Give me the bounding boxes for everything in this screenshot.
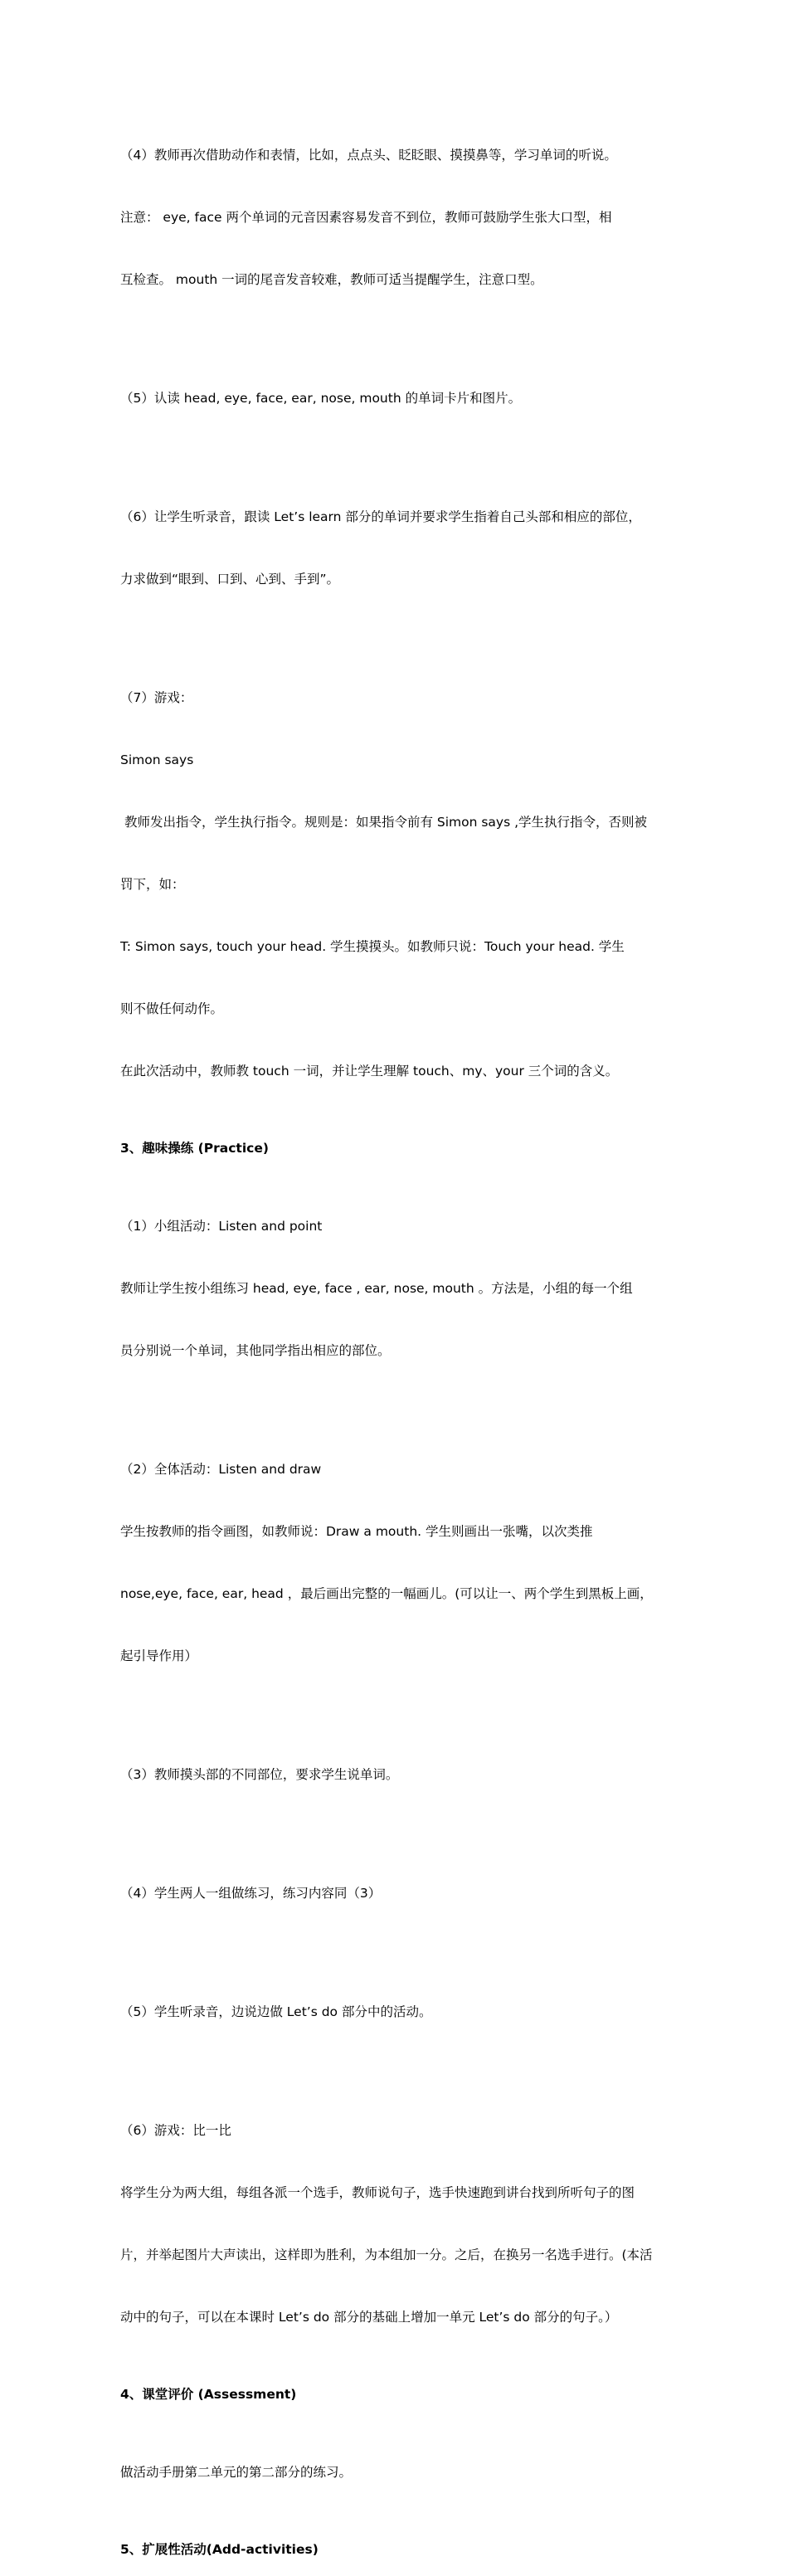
section-heading-assessment: 4、课堂评价 (Assessment) <box>120 2387 297 2402</box>
text-line: （4）教师再次借助动作和表情，比如，点点头、眨眨眼、摸摸鼻等，学习单词的听说。 <box>120 148 617 163</box>
text-line: 将学生分为两大组，每组各派一个选手，教师说句子，选手快速跑到讲台找到所听句子的图 <box>120 2185 635 2200</box>
text-line: （6）让学生听录音，跟读 Let’s learn 部分的单词并要求学生指着自己头部和相应的部位， <box>120 509 641 524</box>
text-line: 起引导作用） <box>120 1648 198 1663</box>
step-5-paragraph <box>120 347 684 450</box>
text-line: （7）游戏： <box>120 690 193 705</box>
practice-activity-4 <box>120 1842 684 1945</box>
text-line: 罚下，如： <box>120 877 185 892</box>
text-line: nose,eye, face, ear, head ，最后画出完整的一幅画儿。(可以让一、两个学生到黑板上画， <box>120 1586 653 1601</box>
practice-activity-3 <box>120 1723 684 1827</box>
text-line: （5）学生听录音，边说边做 Let’s do 部分中的活动。 <box>120 2004 432 2019</box>
section-heading-add-activities: 5、扩展性活动(Add-activities) <box>120 2542 319 2557</box>
text-line: T: Simon says, touch your head. 学生摸摸头。如教师只说：Touch your head. 学生 <box>120 939 625 954</box>
practice-activity-1 <box>120 1175 684 1403</box>
practice-activity-5 <box>120 1960 684 2064</box>
practice-activity-2 <box>120 1418 684 1708</box>
section-heading-practice: 3、趣味操练 (Practice) <box>120 1141 269 1156</box>
text-line: 学生按教师的指令画图，如教师说：Draw a mouth. 学生则画出一张嘴，以次类推 <box>120 1524 593 1539</box>
text-line: 做活动手册第二单元的第二部分的练习。 <box>120 2465 353 2480</box>
step-7-paragraph <box>120 646 684 1123</box>
text-line: （4）学生两人一组做练习，练习内容同（3） <box>120 1886 382 1901</box>
text-line: （5）认读 head, eye, face, ear, nose, mouth 的单词卡片和图片。 <box>120 391 522 406</box>
text-line: 互检查。 mouth 一词的尾音发音较难，教师可适当提醒学生，注意口型。 <box>120 272 543 287</box>
text-line: （1）小组活动：Listen and point <box>120 1219 323 1234</box>
text-line: 教师让学生按小组练习 head, eye, face , ear, nose, mouth 。方法是，小组的每一个组 <box>120 1281 633 1296</box>
step-6-paragraph <box>120 465 684 631</box>
text-line: （6）游戏：比一比 <box>120 2123 231 2138</box>
text-line: 在此次活动中，教师教 touch 一词，并让学生理解 touch、my、your 三个词的含义。 <box>120 1064 619 1079</box>
text-line: Simon says <box>120 752 194 767</box>
text-line: 力求做到“眼到、口到、心到、手到”。 <box>120 572 340 587</box>
text-line: 教师发出指令，学生执行指令。规则是：如果指令前有 Simon says ,学生执行指令，否则被 <box>120 815 648 830</box>
text-line: （3）教师摸头部的不同部位，要求学生说单词。 <box>120 1767 399 1782</box>
text-line: 员分别说一个单词，其他同学指出相应的部位。 <box>120 1343 391 1358</box>
text-line: 则不做任何动作。 <box>120 1001 224 1016</box>
text-line: 注意： eye, face 两个单词的元音因素容易发音不到位，教师可鼓励学生张大口型，相 <box>120 210 612 225</box>
assessment-paragraph <box>120 2421 684 2525</box>
text-line: （2）全体活动：Listen and draw <box>120 1462 322 1477</box>
text-line: 动中的句子，可以在本课时 Let’s do 部分的基础上增加一单元 Let’s do 部分的句子。） <box>120 2310 618 2325</box>
practice-activity-6 <box>120 2079 684 2369</box>
document-page <box>120 104 684 2576</box>
text-line: 片，并举起图片大声读出，这样即为胜利，为本组加一分。之后，在换另一名选手进行。(本活 <box>120 2247 653 2262</box>
step-4-paragraph <box>120 104 684 332</box>
